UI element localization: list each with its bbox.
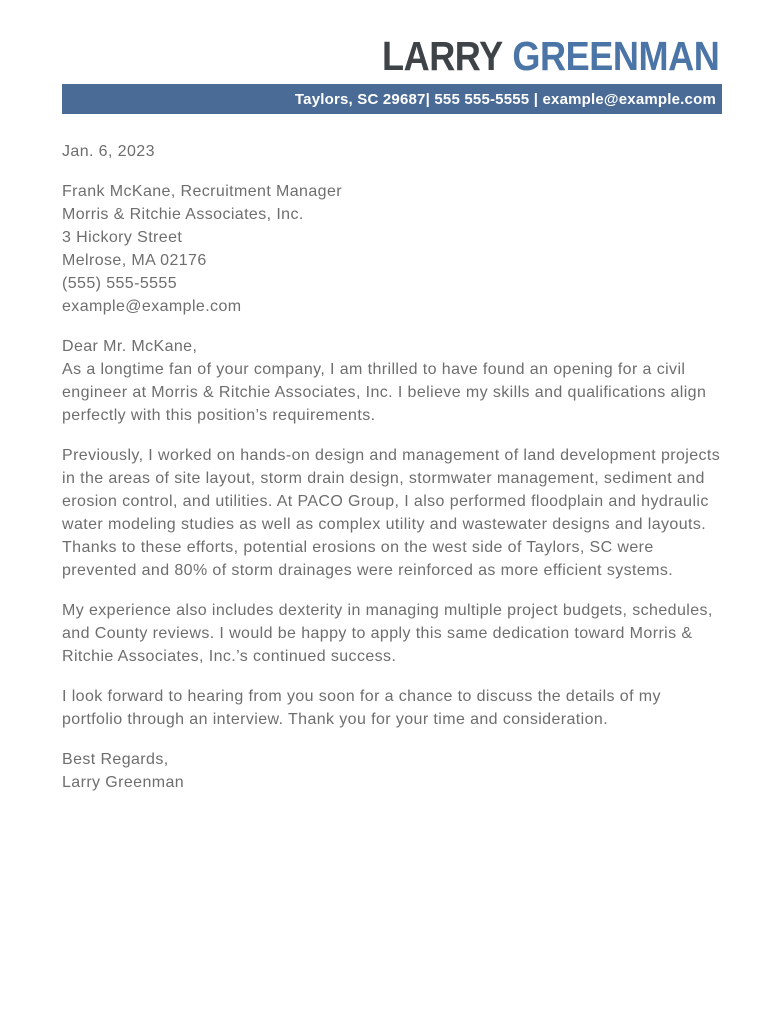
recipient-block bbox=[62, 180, 722, 318]
letter-body bbox=[62, 140, 722, 794]
recipient-line: Frank McKane, Recruitment Manager bbox=[62, 183, 342, 200]
last-name: GREENMAN bbox=[512, 33, 720, 79]
recipient-line: example@example.com bbox=[62, 298, 242, 315]
paragraph: My experience also includes dexterity in managing multiple project budgets, schedules, and County reviews. I would be happy to apply this same dedication toward Morris & Ritchie Associates, Inc.’s continued success. bbox=[62, 602, 713, 665]
letter-date: Jan. 6, 2023 bbox=[62, 143, 155, 160]
opening-block bbox=[62, 335, 722, 427]
contact-bar bbox=[62, 84, 722, 114]
closing-block bbox=[62, 748, 722, 794]
paragraph: I look forward to hearing from you soon for a chance to discuss the details of my portfolio through an interview. Thank you for your time and consideration. bbox=[62, 688, 661, 728]
signature-name: Larry Greenman bbox=[62, 774, 185, 791]
paragraph: As a longtime fan of your company, I am thrilled to have found an opening for a civil engineer at Morris & Ritchie Associates, Inc. I believe my skills and qualifications align perfectly with this position’s requirements. bbox=[62, 361, 707, 424]
contact-bar-text: Taylors, SC 29687| 555 555-5555 | example@example.com bbox=[294, 90, 716, 108]
letter-header bbox=[62, 0, 722, 114]
salutation: Dear Mr. McKane, bbox=[62, 338, 198, 355]
recipient-line: Morris & Ritchie Associates, Inc. bbox=[62, 206, 304, 223]
recipient-line: 3 Hickory Street bbox=[62, 229, 183, 246]
name-heading bbox=[141, 34, 722, 78]
closing-line: Best Regards, bbox=[62, 751, 169, 768]
recipient-line: Melrose, MA 02176 bbox=[62, 252, 207, 269]
first-name: LARRY bbox=[381, 33, 503, 79]
paragraph: Previously, I worked on hands-on design and management of land development projects in the areas of site layout, storm drain design, stormwater management, sediment and erosion control, and utilities. At PACO Group, I also performed floodplain and hydraulic water modeling studies as well as complex utility and wastewater designs and layouts. Thanks to these efforts, potential erosions on the west side of Taylors, SC were prevented and 80% of storm drainages were reinforced as more efficient systems. bbox=[62, 447, 721, 579]
recipient-line: (555) 555-5555 bbox=[62, 275, 178, 292]
